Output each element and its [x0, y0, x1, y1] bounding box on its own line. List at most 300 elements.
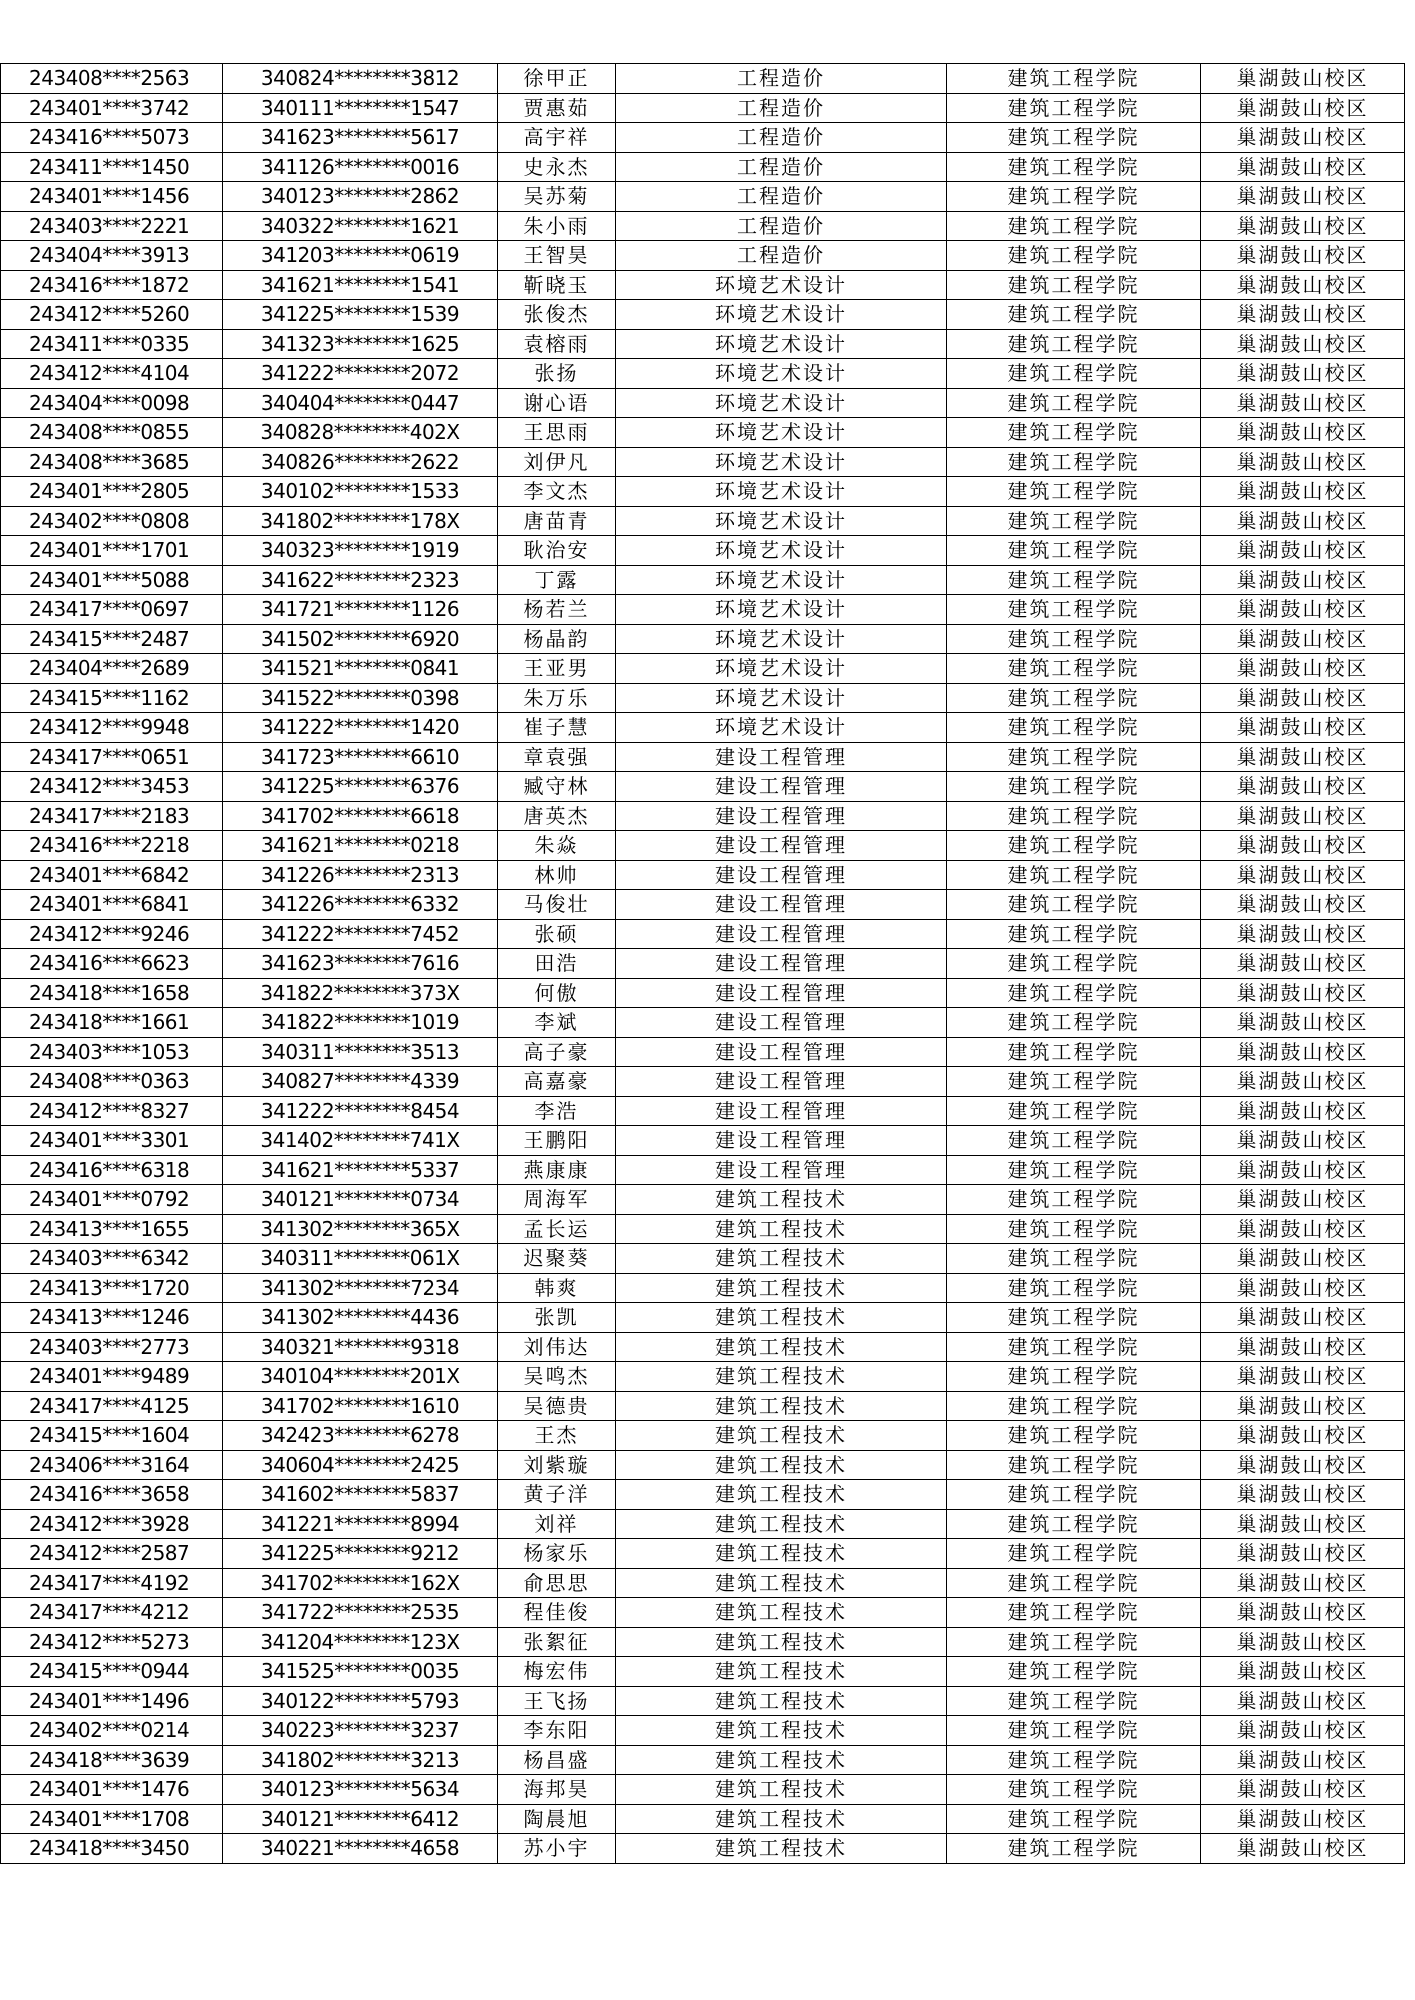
college-cell: 建筑工程学院 [947, 772, 1201, 802]
major-cell: 建设工程管理 [616, 772, 947, 802]
college-cell: 建筑工程学院 [947, 1568, 1201, 1598]
table-row [1, 1716, 1405, 1746]
college-cell: 建筑工程学院 [947, 64, 1201, 94]
exam-number-cell: 243415****1604 [1, 1421, 223, 1451]
exam-number-cell: 243401****3742 [1, 93, 223, 123]
table-row [1, 1155, 1405, 1185]
college-cell: 建筑工程学院 [947, 418, 1201, 448]
campus-cell: 巢湖鼓山校区 [1201, 919, 1405, 949]
major-cell: 工程造价 [616, 64, 947, 94]
college-cell: 建筑工程学院 [947, 1391, 1201, 1421]
major-cell: 工程造价 [616, 211, 947, 241]
major-cell: 建筑工程技术 [616, 1214, 947, 1244]
name-cell: 杨昌盛 [498, 1745, 616, 1775]
college-cell: 建筑工程学院 [947, 890, 1201, 920]
campus-cell: 巢湖鼓山校区 [1201, 123, 1405, 153]
exam-number-cell: 243406****3164 [1, 1450, 223, 1480]
college-cell: 建筑工程学院 [947, 1037, 1201, 1067]
major-cell: 建设工程管理 [616, 1067, 947, 1097]
exam-number-cell: 243401****1476 [1, 1775, 223, 1805]
table-row [1, 1273, 1405, 1303]
id-number-cell: 340311********3513 [223, 1037, 498, 1067]
college-cell: 建筑工程学院 [947, 1480, 1201, 1510]
table-row [1, 1008, 1405, 1038]
college-cell: 建筑工程学院 [947, 506, 1201, 536]
campus-cell: 巢湖鼓山校区 [1201, 1716, 1405, 1746]
campus-cell: 巢湖鼓山校区 [1201, 1332, 1405, 1362]
college-cell: 建筑工程学院 [947, 713, 1201, 743]
name-cell: 迟聚葵 [498, 1244, 616, 1274]
table-row [1, 1332, 1405, 1362]
id-number-cell: 341622********2323 [223, 565, 498, 595]
major-cell: 环境艺术设计 [616, 329, 947, 359]
college-cell: 建筑工程学院 [947, 1775, 1201, 1805]
campus-cell: 巢湖鼓山校区 [1201, 1303, 1405, 1333]
table-row [1, 978, 1405, 1008]
major-cell: 工程造价 [616, 152, 947, 182]
id-number-cell: 341226********6332 [223, 890, 498, 920]
major-cell: 建筑工程技术 [616, 1450, 947, 1480]
major-cell: 建设工程管理 [616, 978, 947, 1008]
college-cell: 建筑工程学院 [947, 1096, 1201, 1126]
exam-number-cell: 243415****1162 [1, 683, 223, 713]
campus-cell: 巢湖鼓山校区 [1201, 93, 1405, 123]
id-number-cell: 341723********6610 [223, 742, 498, 772]
campus-cell: 巢湖鼓山校区 [1201, 1185, 1405, 1215]
name-cell: 崔子慧 [498, 713, 616, 743]
major-cell: 建筑工程技术 [616, 1657, 947, 1687]
campus-cell: 巢湖鼓山校区 [1201, 1155, 1405, 1185]
college-cell: 建筑工程学院 [947, 123, 1201, 153]
college-cell: 建筑工程学院 [947, 329, 1201, 359]
name-cell: 梅宏伟 [498, 1657, 616, 1687]
exam-number-cell: 243413****1720 [1, 1273, 223, 1303]
exam-number-cell: 243412****5273 [1, 1627, 223, 1657]
id-number-cell: 341222********2072 [223, 359, 498, 389]
major-cell: 建设工程管理 [616, 1155, 947, 1185]
major-cell: 建设工程管理 [616, 1126, 947, 1156]
table-row [1, 1804, 1405, 1834]
table-row [1, 742, 1405, 772]
exam-number-cell: 243402****0808 [1, 506, 223, 536]
table-row [1, 1421, 1405, 1451]
exam-number-cell: 243412****8327 [1, 1096, 223, 1126]
table-row [1, 949, 1405, 979]
exam-number-cell: 243401****6842 [1, 860, 223, 890]
id-number-cell: 341126********0016 [223, 152, 498, 182]
college-cell: 建筑工程学院 [947, 1716, 1201, 1746]
major-cell: 建设工程管理 [616, 801, 947, 831]
campus-cell: 巢湖鼓山校区 [1201, 683, 1405, 713]
campus-cell: 巢湖鼓山校区 [1201, 1008, 1405, 1038]
campus-cell: 巢湖鼓山校区 [1201, 1686, 1405, 1716]
campus-cell: 巢湖鼓山校区 [1201, 1804, 1405, 1834]
campus-cell: 巢湖鼓山校区 [1201, 1598, 1405, 1628]
exam-number-cell: 243408****0363 [1, 1067, 223, 1097]
name-cell: 唐苗青 [498, 506, 616, 536]
exam-number-cell: 243403****2773 [1, 1332, 223, 1362]
table-row [1, 801, 1405, 831]
major-cell: 环境艺术设计 [616, 713, 947, 743]
campus-cell: 巢湖鼓山校区 [1201, 1037, 1405, 1067]
name-cell: 高宇祥 [498, 123, 616, 153]
exam-number-cell: 243411****1450 [1, 152, 223, 182]
name-cell: 李东阳 [498, 1716, 616, 1746]
college-cell: 建筑工程学院 [947, 1834, 1201, 1864]
exam-number-cell: 243403****6342 [1, 1244, 223, 1274]
table-row [1, 565, 1405, 595]
table-row [1, 1067, 1405, 1097]
name-cell: 杨家乐 [498, 1539, 616, 1569]
id-number-cell: 341225********6376 [223, 772, 498, 802]
college-cell: 建筑工程学院 [947, 1598, 1201, 1628]
table-row [1, 890, 1405, 920]
campus-cell: 巢湖鼓山校区 [1201, 1775, 1405, 1805]
table-row [1, 359, 1405, 389]
name-cell: 李文杰 [498, 477, 616, 507]
exam-number-cell: 243401****1456 [1, 182, 223, 212]
name-cell: 陶晨旭 [498, 1804, 616, 1834]
campus-cell: 巢湖鼓山校区 [1201, 1421, 1405, 1451]
table-row [1, 1362, 1405, 1392]
exam-number-cell: 243417****0651 [1, 742, 223, 772]
campus-cell: 巢湖鼓山校区 [1201, 1568, 1405, 1598]
name-cell: 刘紫璇 [498, 1450, 616, 1480]
name-cell: 吴鸣杰 [498, 1362, 616, 1392]
name-cell: 靳晓玉 [498, 270, 616, 300]
id-number-cell: 341621********1541 [223, 270, 498, 300]
major-cell: 建筑工程技术 [616, 1834, 947, 1864]
major-cell: 建筑工程技术 [616, 1185, 947, 1215]
id-number-cell: 341621********5337 [223, 1155, 498, 1185]
college-cell: 建筑工程学院 [947, 1332, 1201, 1362]
major-cell: 环境艺术设计 [616, 565, 947, 595]
exam-number-cell: 243411****0335 [1, 329, 223, 359]
id-number-cell: 341225********1539 [223, 300, 498, 330]
exam-number-cell: 243412****9948 [1, 713, 223, 743]
exam-number-cell: 243408****2563 [1, 64, 223, 94]
campus-cell: 巢湖鼓山校区 [1201, 270, 1405, 300]
id-number-cell: 341203********0619 [223, 241, 498, 271]
exam-number-cell: 243417****2183 [1, 801, 223, 831]
exam-number-cell: 243416****2218 [1, 831, 223, 861]
major-cell: 环境艺术设计 [616, 683, 947, 713]
exam-number-cell: 243401****6841 [1, 890, 223, 920]
major-cell: 建筑工程技术 [616, 1804, 947, 1834]
campus-cell: 巢湖鼓山校区 [1201, 624, 1405, 654]
id-number-cell: 341702********6618 [223, 801, 498, 831]
name-cell: 袁榕雨 [498, 329, 616, 359]
major-cell: 建筑工程技术 [616, 1509, 947, 1539]
name-cell: 王杰 [498, 1421, 616, 1451]
exam-number-cell: 243418****1658 [1, 978, 223, 1008]
name-cell: 张凯 [498, 1303, 616, 1333]
id-number-cell: 340223********3237 [223, 1716, 498, 1746]
exam-number-cell: 243416****6623 [1, 949, 223, 979]
table-row [1, 182, 1405, 212]
exam-number-cell: 243415****0944 [1, 1657, 223, 1687]
major-cell: 环境艺术设计 [616, 447, 947, 477]
major-cell: 建筑工程技术 [616, 1686, 947, 1716]
major-cell: 工程造价 [616, 241, 947, 271]
table-row [1, 1391, 1405, 1421]
exam-number-cell: 243412****4104 [1, 359, 223, 389]
id-number-cell: 341323********1625 [223, 329, 498, 359]
campus-cell: 巢湖鼓山校区 [1201, 1214, 1405, 1244]
exam-number-cell: 243401****9489 [1, 1362, 223, 1392]
exam-number-cell: 243416****3658 [1, 1480, 223, 1510]
college-cell: 建筑工程学院 [947, 1185, 1201, 1215]
college-cell: 建筑工程学院 [947, 536, 1201, 566]
college-cell: 建筑工程学院 [947, 801, 1201, 831]
college-cell: 建筑工程学院 [947, 1067, 1201, 1097]
id-number-cell: 340123********5634 [223, 1775, 498, 1805]
id-number-cell: 341502********6920 [223, 624, 498, 654]
exam-number-cell: 243416****6318 [1, 1155, 223, 1185]
name-cell: 黄子洋 [498, 1480, 616, 1510]
id-number-cell: 340826********2622 [223, 447, 498, 477]
name-cell: 俞思思 [498, 1568, 616, 1598]
campus-cell: 巢湖鼓山校区 [1201, 536, 1405, 566]
college-cell: 建筑工程学院 [947, 1657, 1201, 1687]
name-cell: 刘伊凡 [498, 447, 616, 477]
name-cell: 刘伟达 [498, 1332, 616, 1362]
id-number-cell: 340104********201X [223, 1362, 498, 1392]
campus-cell: 巢湖鼓山校区 [1201, 477, 1405, 507]
table-row [1, 1480, 1405, 1510]
exam-number-cell: 243413****1246 [1, 1303, 223, 1333]
campus-cell: 巢湖鼓山校区 [1201, 329, 1405, 359]
major-cell: 环境艺术设计 [616, 388, 947, 418]
name-cell: 耿治安 [498, 536, 616, 566]
table-row [1, 624, 1405, 654]
name-cell: 史永杰 [498, 152, 616, 182]
id-number-cell: 341722********2535 [223, 1598, 498, 1628]
exam-number-cell: 243401****3301 [1, 1126, 223, 1156]
id-number-cell: 341623********7616 [223, 949, 498, 979]
name-cell: 李浩 [498, 1096, 616, 1126]
major-cell: 环境艺术设计 [616, 270, 947, 300]
major-cell: 建筑工程技术 [616, 1303, 947, 1333]
major-cell: 建筑工程技术 [616, 1391, 947, 1421]
id-number-cell: 341222********1420 [223, 713, 498, 743]
name-cell: 何傲 [498, 978, 616, 1008]
table-row [1, 1745, 1405, 1775]
college-cell: 建筑工程学院 [947, 1362, 1201, 1392]
id-number-cell: 340828********402X [223, 418, 498, 448]
campus-cell: 巢湖鼓山校区 [1201, 1834, 1405, 1864]
college-cell: 建筑工程学院 [947, 241, 1201, 271]
college-cell: 建筑工程学院 [947, 270, 1201, 300]
exam-number-cell: 243401****5088 [1, 565, 223, 595]
id-number-cell: 340111********1547 [223, 93, 498, 123]
college-cell: 建筑工程学院 [947, 624, 1201, 654]
college-cell: 建筑工程学院 [947, 182, 1201, 212]
name-cell: 高嘉豪 [498, 1067, 616, 1097]
exam-number-cell: 243404****0098 [1, 388, 223, 418]
campus-cell: 巢湖鼓山校区 [1201, 182, 1405, 212]
id-number-cell: 341822********1019 [223, 1008, 498, 1038]
exam-number-cell: 243412****9246 [1, 919, 223, 949]
table-row [1, 211, 1405, 241]
major-cell: 建筑工程技术 [616, 1332, 947, 1362]
name-cell: 张俊杰 [498, 300, 616, 330]
college-cell: 建筑工程学院 [947, 1450, 1201, 1480]
table-row [1, 1775, 1405, 1805]
table-row [1, 64, 1405, 94]
name-cell: 孟长运 [498, 1214, 616, 1244]
table-row [1, 1037, 1405, 1067]
id-number-cell: 341602********5837 [223, 1480, 498, 1510]
id-number-cell: 340404********0447 [223, 388, 498, 418]
id-number-cell: 340322********1621 [223, 211, 498, 241]
campus-cell: 巢湖鼓山校区 [1201, 831, 1405, 861]
college-cell: 建筑工程学院 [947, 978, 1201, 1008]
table-row [1, 152, 1405, 182]
major-cell: 环境艺术设计 [616, 654, 947, 684]
exam-number-cell: 243416****5073 [1, 123, 223, 153]
id-number-cell: 341525********0035 [223, 1657, 498, 1687]
exam-number-cell: 243408****3685 [1, 447, 223, 477]
id-number-cell: 341204********123X [223, 1627, 498, 1657]
name-cell: 朱万乐 [498, 683, 616, 713]
name-cell: 刘祥 [498, 1509, 616, 1539]
name-cell: 韩爽 [498, 1273, 616, 1303]
major-cell: 建设工程管理 [616, 1008, 947, 1038]
table-row [1, 1185, 1405, 1215]
campus-cell: 巢湖鼓山校区 [1201, 654, 1405, 684]
major-cell: 建筑工程技术 [616, 1627, 947, 1657]
college-cell: 建筑工程学院 [947, 860, 1201, 890]
name-cell: 吴苏菊 [498, 182, 616, 212]
college-cell: 建筑工程学院 [947, 1509, 1201, 1539]
table-row [1, 772, 1405, 802]
name-cell: 丁露 [498, 565, 616, 595]
id-number-cell: 340123********2862 [223, 182, 498, 212]
id-number-cell: 341521********0841 [223, 654, 498, 684]
college-cell: 建筑工程学院 [947, 949, 1201, 979]
id-number-cell: 340323********1919 [223, 536, 498, 566]
campus-cell: 巢湖鼓山校区 [1201, 418, 1405, 448]
table-row [1, 919, 1405, 949]
campus-cell: 巢湖鼓山校区 [1201, 1391, 1405, 1421]
college-cell: 建筑工程学院 [947, 1273, 1201, 1303]
campus-cell: 巢湖鼓山校区 [1201, 1657, 1405, 1687]
table-row [1, 1657, 1405, 1687]
table-row [1, 270, 1405, 300]
exam-number-cell: 243404****3913 [1, 241, 223, 271]
major-cell: 环境艺术设计 [616, 595, 947, 625]
name-cell: 燕康康 [498, 1155, 616, 1185]
table-row [1, 1244, 1405, 1274]
id-number-cell: 341702********162X [223, 1568, 498, 1598]
college-cell: 建筑工程学院 [947, 654, 1201, 684]
college-cell: 建筑工程学院 [947, 595, 1201, 625]
college-cell: 建筑工程学院 [947, 1126, 1201, 1156]
major-cell: 环境艺术设计 [616, 624, 947, 654]
id-number-cell: 341221********8994 [223, 1509, 498, 1539]
name-cell: 贾惠茹 [498, 93, 616, 123]
major-cell: 建设工程管理 [616, 831, 947, 861]
id-number-cell: 340824********3812 [223, 64, 498, 94]
college-cell: 建筑工程学院 [947, 388, 1201, 418]
campus-cell: 巢湖鼓山校区 [1201, 1126, 1405, 1156]
name-cell: 王鹏阳 [498, 1126, 616, 1156]
id-number-cell: 340102********1533 [223, 477, 498, 507]
exam-number-cell: 243404****2689 [1, 654, 223, 684]
id-number-cell: 341402********741X [223, 1126, 498, 1156]
college-cell: 建筑工程学院 [947, 477, 1201, 507]
college-cell: 建筑工程学院 [947, 1539, 1201, 1569]
exam-number-cell: 243412****5260 [1, 300, 223, 330]
table-row [1, 1834, 1405, 1864]
table-row [1, 595, 1405, 625]
exam-number-cell: 243412****2587 [1, 1539, 223, 1569]
name-cell: 朱焱 [498, 831, 616, 861]
table-row [1, 1126, 1405, 1156]
id-number-cell: 341802********178X [223, 506, 498, 536]
major-cell: 建筑工程技术 [616, 1362, 947, 1392]
id-number-cell: 341623********5617 [223, 123, 498, 153]
id-number-cell: 341621********0218 [223, 831, 498, 861]
exam-number-cell: 243403****2221 [1, 211, 223, 241]
exam-number-cell: 243418****1661 [1, 1008, 223, 1038]
major-cell: 建设工程管理 [616, 742, 947, 772]
exam-number-cell: 243408****0855 [1, 418, 223, 448]
exam-number-cell: 243413****1655 [1, 1214, 223, 1244]
campus-cell: 巢湖鼓山校区 [1201, 359, 1405, 389]
campus-cell: 巢湖鼓山校区 [1201, 1509, 1405, 1539]
college-cell: 建筑工程学院 [947, 1008, 1201, 1038]
college-cell: 建筑工程学院 [947, 93, 1201, 123]
id-number-cell: 340121********0734 [223, 1185, 498, 1215]
college-cell: 建筑工程学院 [947, 831, 1201, 861]
exam-number-cell: 243401****1708 [1, 1804, 223, 1834]
college-cell: 建筑工程学院 [947, 1804, 1201, 1834]
id-number-cell: 341302********7234 [223, 1273, 498, 1303]
id-number-cell: 340121********6412 [223, 1804, 498, 1834]
table-row [1, 1627, 1405, 1657]
id-number-cell: 340827********4339 [223, 1067, 498, 1097]
exam-number-cell: 243401****1701 [1, 536, 223, 566]
table-row [1, 241, 1405, 271]
major-cell: 环境艺术设计 [616, 300, 947, 330]
id-number-cell: 340122********5793 [223, 1686, 498, 1716]
campus-cell: 巢湖鼓山校区 [1201, 801, 1405, 831]
name-cell: 张硕 [498, 919, 616, 949]
major-cell: 工程造价 [616, 93, 947, 123]
table-row [1, 683, 1405, 713]
table-row [1, 860, 1405, 890]
major-cell: 建筑工程技术 [616, 1775, 947, 1805]
table-row [1, 654, 1405, 684]
id-number-cell: 341222********7452 [223, 919, 498, 949]
id-number-cell: 341302********365X [223, 1214, 498, 1244]
campus-cell: 巢湖鼓山校区 [1201, 506, 1405, 536]
name-cell: 海邦昊 [498, 1775, 616, 1805]
campus-cell: 巢湖鼓山校区 [1201, 388, 1405, 418]
table-row [1, 1539, 1405, 1569]
table-row [1, 329, 1405, 359]
exam-number-cell: 243403****1053 [1, 1037, 223, 1067]
campus-cell: 巢湖鼓山校区 [1201, 742, 1405, 772]
table-row [1, 93, 1405, 123]
id-number-cell: 342423********6278 [223, 1421, 498, 1451]
college-cell: 建筑工程学院 [947, 1745, 1201, 1775]
name-cell: 王思雨 [498, 418, 616, 448]
table-row [1, 1598, 1405, 1628]
major-cell: 建筑工程技术 [616, 1539, 947, 1569]
